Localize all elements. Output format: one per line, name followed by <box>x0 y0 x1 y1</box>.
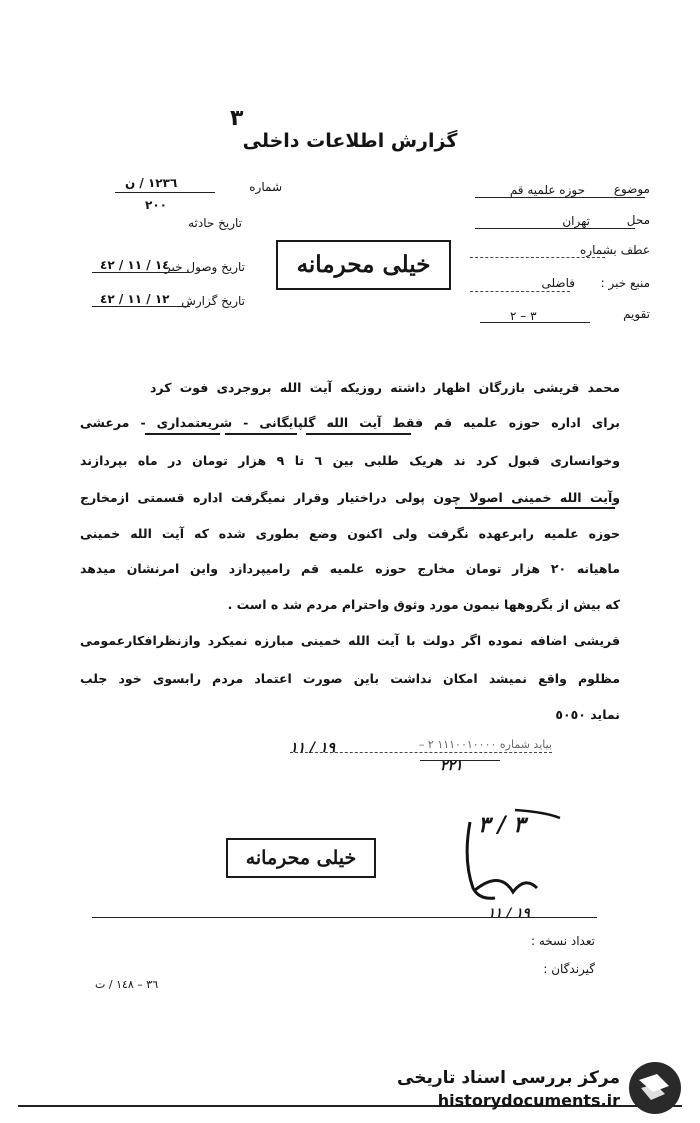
footer-site-name: مرکز بررسی اسناد تاریخی <box>397 1068 620 1088</box>
body-line-10: نماید ٥٠٥٠ <box>555 707 620 722</box>
body-line-9: مظلوم واقع نمیشد امکان نداشت باین صورت اعتماد مردم رابسوی خود جلب <box>80 671 620 686</box>
field-number-label: شماره <box>249 180 282 194</box>
field-reference-label: عطف بشماره <box>580 243 650 257</box>
field-number-line <box>115 192 215 193</box>
confidential-stamp-bottom <box>226 838 376 878</box>
body-line-4: وآیت الله خمینی اصولا چون پولی دراختیار وقرار نمیگرفت اداره قسمتی ازمخارج <box>80 490 620 505</box>
field-received-date-value: ١٤ / ١١ / ٤٢ <box>100 258 170 272</box>
body-line-6: ماهیانه ٢٠ هزار تومان مخارج حوزه علمیه قم رامیپردازد واین امرنشان میدهد <box>80 561 620 576</box>
field-number-extra: ٢٠٠ <box>145 198 167 212</box>
field-calendar-value: ٣ – ٢ <box>510 309 537 323</box>
body-line-2: برای اداره حوزه علمیه قم فقط آیت الله گلپایگانی - شریعتمداری - مرعشی <box>80 415 620 430</box>
field-source-label: منبع خبر : <box>600 276 650 290</box>
field-received-date-label: تاریخ وصول خبر <box>164 260 245 274</box>
confidential-stamp-bottom-text: خیلی محرمانه <box>245 847 357 869</box>
body-line-7: که بیش از بگروهها نیمون مورد وثوق واحترام مردم شد ه است . <box>227 597 620 612</box>
footer-site-url[interactable]: historydocuments.ir <box>437 1091 620 1110</box>
underline-shariatmadari <box>225 433 297 435</box>
field-place-line <box>475 228 635 229</box>
field-place-value: تهران <box>562 214 590 228</box>
form-code: ٣٦ – ١٤٨ / ت <box>95 978 159 991</box>
body-line-3: وخوانساری قبول کرد ند هریک طلبی بین ٦ تا ٩ هزار تومان در ماه بپردازند <box>80 453 621 468</box>
field-source-value: فاضلی <box>541 276 575 290</box>
ref-number-line <box>420 760 500 761</box>
field-subject-label: موضوع <box>613 182 650 196</box>
body-line-8: قریشی اضافه نموده اگر دولت با آیت الله خمینی مبارزه نمیکرد وازنظرافکارعمومی <box>80 633 620 648</box>
dotted-note: بیاید شماره ١١١٠٠١٠٠٠٠ ٢ – <box>418 738 552 751</box>
ref-number: ٢٢١ <box>440 758 463 774</box>
archive-logo-icon <box>625 1058 685 1118</box>
recipients-label: گیرندگان : <box>543 962 595 976</box>
field-report-date-value: ١٢ / ١١ / ٤٢ <box>100 292 170 306</box>
field-subject-line <box>475 197 645 198</box>
underline-golpaygani <box>306 433 411 435</box>
field-calendar-label: تقویم <box>623 307 650 321</box>
confidential-stamp-top <box>276 240 451 290</box>
field-source-line <box>470 291 570 292</box>
confidential-stamp-top-text: خیلی محرمانه <box>296 251 431 278</box>
page-title: گزارش اطلاعات داخلی <box>242 130 458 152</box>
field-report-date-line <box>92 306 190 307</box>
corner-mark: ٣ <box>230 106 244 131</box>
underline-marashi <box>145 433 220 435</box>
field-subject-value: حوزه علمیه قم <box>509 183 585 197</box>
copies-label: تعداد نسخه : <box>530 934 595 948</box>
ref-date: ١٩ / ١١ <box>290 740 335 756</box>
field-received-date-line <box>92 272 190 273</box>
body-line-5: حوزه علمیه رابرعهده نگرفت ولی اکنون وضع بطوری شده که آیت الله خمینی <box>80 526 620 541</box>
signature-date: ١٩ / ١١ <box>488 906 530 921</box>
field-report-date-label: تاریخ گزارش <box>181 294 245 308</box>
signature-number: ٣ / ٣ <box>478 812 526 838</box>
field-number-value: ١٢٣٦ / ن <box>125 176 178 190</box>
field-reference-line <box>470 257 605 258</box>
distribution-rule <box>92 917 597 918</box>
underline-khomeini <box>455 507 615 509</box>
body-line-1: محمد قریشی بازرگان اظهار داشته روزیکه آیت الله بروجردی فوت کرد <box>150 380 620 395</box>
signature-mark <box>455 800 565 915</box>
field-incident-date-label: تاریخ حادثه <box>188 216 242 230</box>
field-place-label: محل <box>626 213 650 227</box>
